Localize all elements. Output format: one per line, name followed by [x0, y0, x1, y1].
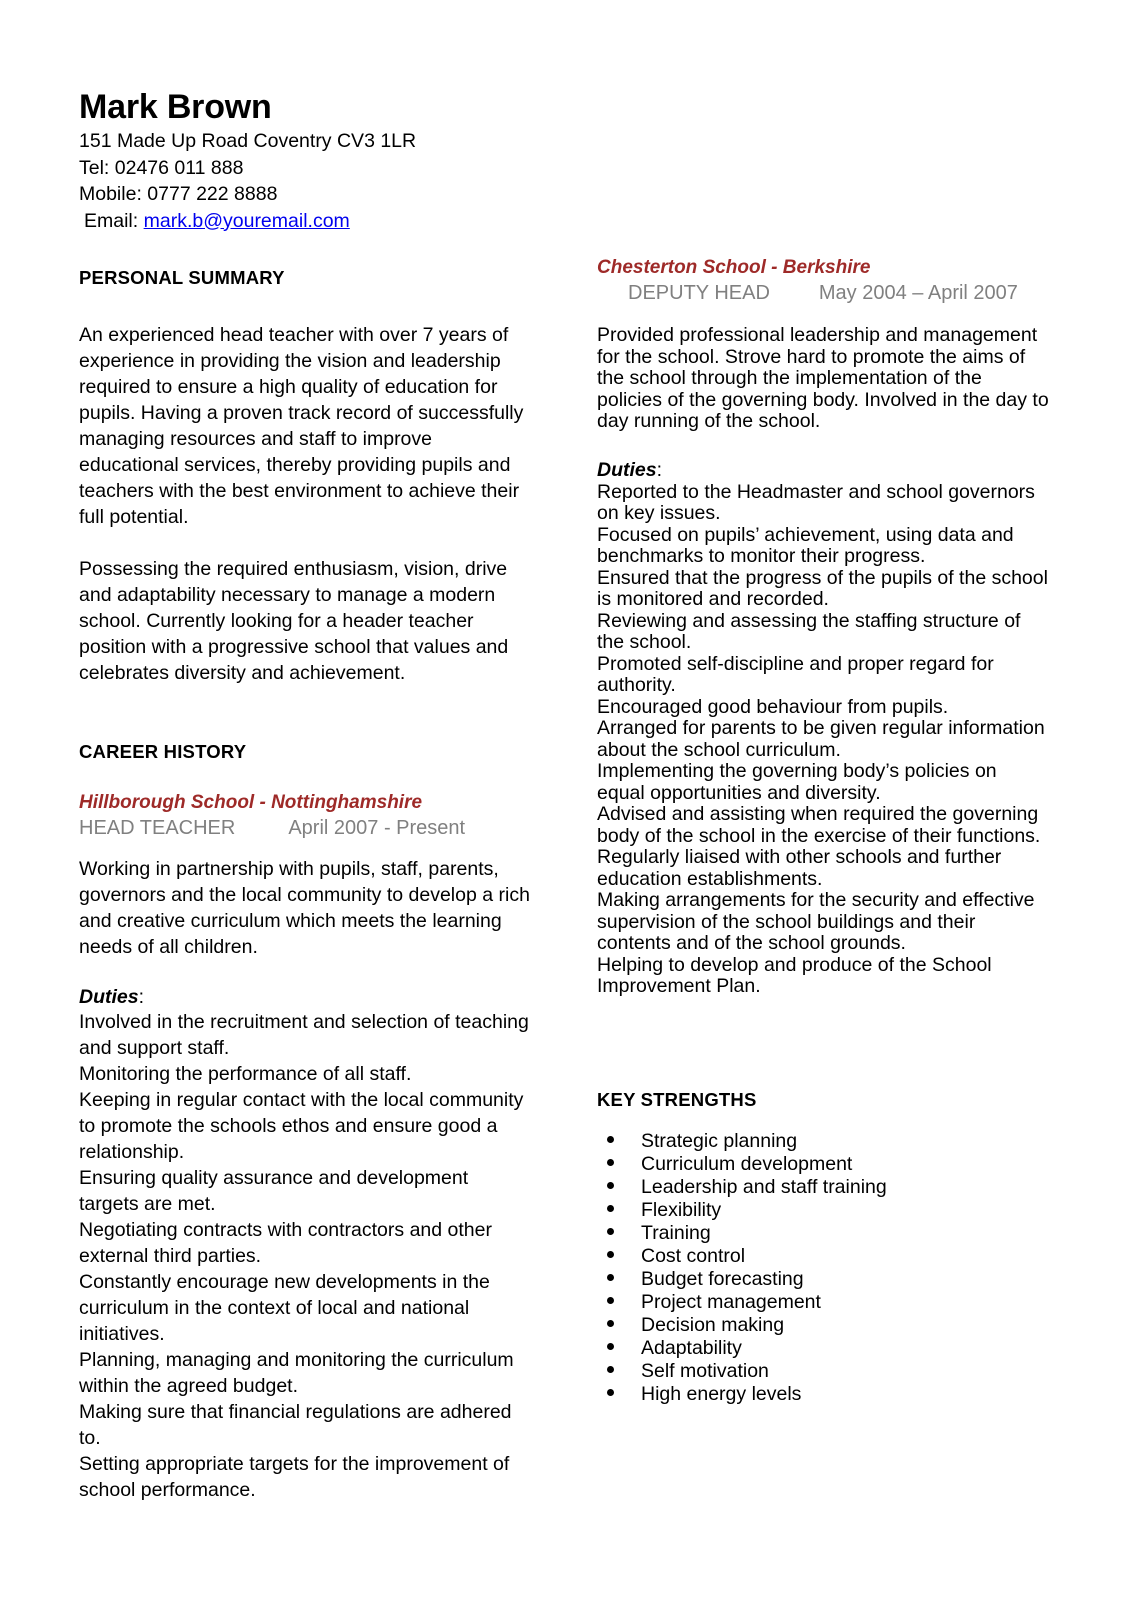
duty-item: Making arrangements for the security and effective supervision of the school buildings and their contents and of the school grounds. [597, 889, 1035, 954]
strength-label: Self motivation [641, 1359, 769, 1382]
address-line: 151 Made Up Road Coventry CV3 1LR [79, 130, 417, 152]
duty-item: Reported to the Headmaster and school governors on key issues. [597, 480, 1035, 524]
bullet-icon [607, 1251, 614, 1258]
job-summary: Provided professional leadership and management for the school. Strove hard to promote the aims of the school through the implementation of the policies of the governing body. Involved in the day to day running of the school. [597, 324, 1049, 432]
list-item [597, 1360, 1049, 1383]
bullet-icon [607, 1159, 614, 1166]
list-item [597, 1268, 1049, 1291]
bullet-icon [607, 1205, 614, 1212]
job-dates: April 2007 - Present [288, 817, 466, 839]
list-item [597, 1153, 1049, 1176]
duty-item: Advised and assisting when required the governing body of the school in the exercise of their functions. [597, 803, 1041, 847]
right-column [597, 255, 1049, 1406]
strength-label: Project management [641, 1290, 821, 1313]
bullet-icon [607, 1297, 614, 1304]
bullet-icon [607, 1366, 614, 1373]
email-link[interactable]: mark.b@youremail.com [143, 209, 350, 232]
bullet-icon [607, 1320, 614, 1327]
job-summary: Working in partnership with pupils, staff, parents, governors and the local community to develop a rich and creative curriculum which meets the learning needs of all children. [79, 858, 530, 958]
strength-label: Strategic planning [641, 1129, 798, 1152]
list-item [597, 1130, 1049, 1153]
bullet-icon [607, 1228, 614, 1235]
list-item [597, 1337, 1049, 1360]
duty-item: Ensuring quality assurance and development targets are met. [79, 1167, 469, 1215]
strength-label: Leadership and staff training [641, 1175, 887, 1198]
strength-label: Adaptability [641, 1336, 742, 1359]
duty-item: Helping to develop and produce of the School Improvement Plan. [597, 953, 992, 997]
strength-label: Cost control [641, 1244, 746, 1267]
duty-item: Regularly liaised with other schools and further education establishments. [597, 846, 1002, 890]
duty-item: Negotiating contracts with contractors and other external third parties. [79, 1219, 492, 1267]
strength-label: Training [641, 1221, 711, 1244]
strength-label: Budget forecasting [641, 1267, 804, 1290]
mobile-line: Mobile: 0777 222 8888 [79, 183, 278, 205]
duties-list [79, 1009, 531, 1503]
duties-list [597, 482, 1049, 998]
left-column [79, 266, 531, 1503]
duty-item: Reviewing and assessing the staffing structure of the school. [597, 609, 1021, 653]
job-title: DEPUTY HEAD [628, 282, 770, 304]
list-item [597, 1245, 1049, 1268]
bullet-icon [607, 1274, 614, 1281]
strength-label: Flexibility [641, 1198, 722, 1221]
duty-item: Ensured that the progress of the pupils of the school is monitored and recorded. [597, 566, 1048, 610]
job-company-name: Hillborough School - Nottinghamshire [79, 792, 423, 813]
duty-item: Encouraged good behaviour from pupils. [597, 695, 949, 718]
bullet-icon [607, 1136, 614, 1143]
email-label: Email: [84, 209, 139, 232]
list-item [597, 1176, 1049, 1199]
duty-item: Implementing the governing body’s policies on equal opportunities and diversity. [597, 760, 997, 804]
section-heading-personal-summary: PERSONAL SUMMARY [79, 267, 285, 288]
duty-item: Making sure that financial regulations are adhered to. [79, 1401, 512, 1449]
list-item [597, 1383, 1049, 1406]
strength-label: Decision making [641, 1313, 785, 1336]
job-entry-chesterton [597, 255, 1049, 998]
list-item [597, 1222, 1049, 1245]
duties-label: Duties: [597, 458, 663, 481]
duty-item: Arranged for parents to be given regular information about the school curriculum. [597, 717, 1045, 761]
duty-item: Monitoring the performance of all staff. [79, 1063, 412, 1085]
section-heading-career-history: CAREER HISTORY [79, 741, 247, 762]
bullet-icon [607, 1343, 614, 1350]
strength-label: Curriculum development [641, 1152, 853, 1175]
section-heading-key-strengths: KEY STRENGTHS [597, 1088, 757, 1110]
job-dates: May 2004 – April 2007 [818, 282, 1018, 304]
duty-item: Involved in the recruitment and selection of teaching and support staff. [79, 1011, 529, 1059]
duty-item: Focused on pupils’ achievement, using data and benchmarks to monitor their progress. [597, 523, 1014, 567]
personal-summary-paragraph-1: An experienced head teacher with over 7 years of experience in providing the vision and leadership required to ensure a high quality of education for pupils. Having a proven track record of successfully managing resources and staff to improve educational services, thereby providing pupils and teachers with the best environment to achieve their full potential. [79, 324, 524, 528]
job-entry-hillborough [79, 790, 531, 1503]
page-title: Mark Brown [79, 88, 272, 126]
strength-label: High energy levels [641, 1382, 802, 1405]
job-title-row [79, 815, 531, 842]
duty-item: Setting appropriate targets for the improvement of school performance. [79, 1453, 510, 1501]
duty-item: Promoted self-discipline and proper regard for authority. [597, 652, 994, 696]
bullet-icon [607, 1182, 614, 1189]
list-item [597, 1314, 1049, 1337]
duties-label: Duties: [79, 986, 145, 1008]
telephone-line: Tel: 02476 011 888 [79, 156, 244, 179]
job-title: HEAD TEACHER [79, 817, 236, 839]
list-item [597, 1291, 1049, 1314]
duty-item: Constantly encourage new developments in the curriculum in the context of local and national initiatives. [79, 1271, 490, 1345]
email-line [79, 208, 579, 235]
job-company-name: Chesterton School - Berkshire [597, 257, 871, 278]
resume-header [79, 86, 579, 234]
bullet-icon [607, 1389, 614, 1396]
list-item [597, 1199, 1049, 1222]
job-title-row [597, 280, 1049, 307]
duty-item: Planning, managing and monitoring the curriculum within the agreed budget. [79, 1349, 514, 1397]
duty-item: Keeping in regular contact with the local community to promote the schools ethos and ensure good a relationship. [79, 1089, 524, 1163]
personal-summary-paragraph-2: Possessing the required enthusiasm, vision, drive and adaptability necessary to manage a modern school. Currently looking for a header teacher position with a progressive school that values and celebrates diversity and achievement. [79, 558, 509, 684]
key-strengths-list [597, 1130, 1049, 1406]
